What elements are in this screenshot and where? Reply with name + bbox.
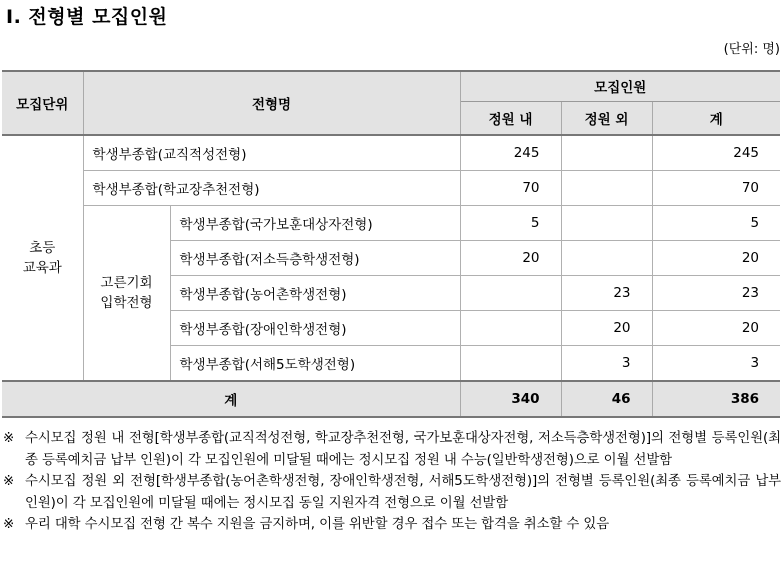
inside-count: 20: [460, 241, 561, 276]
note-item: [3, 514, 781, 536]
note-mark: ※: [3, 431, 15, 446]
total-total: 386: [652, 381, 780, 417]
type-name: 학생부종합(장애인학생전형): [170, 311, 460, 346]
header-unit: 모집단위: [2, 71, 83, 135]
unit-name: 초등 교육과: [22, 240, 62, 276]
outside-count: [561, 135, 652, 171]
inside-count: [460, 276, 561, 311]
inside-count: 5: [460, 206, 561, 241]
group-cell: [83, 206, 170, 382]
note-mark: ※: [3, 474, 15, 489]
notes: [3, 428, 781, 536]
note-text: 우리 대학 수시모집 전형 간 복수 지원을 금지하며, 이를 위반할 경우 접수 또는 합격을 취소할 수 있음: [25, 517, 610, 532]
type-name: 학생부종합(국가보훈대상자전형): [170, 206, 460, 241]
header-total: 계: [652, 101, 780, 135]
note-item: [3, 471, 781, 514]
outside-count: [561, 206, 652, 241]
type-name: 학생부종합(농어촌학생전형): [170, 276, 460, 311]
inside-count: [460, 346, 561, 382]
page-title: Ⅰ. 전형별 모집인원: [6, 6, 168, 28]
inside-count: [460, 311, 561, 346]
header-inside: 정원 내: [460, 101, 561, 135]
note-mark: ※: [3, 517, 15, 532]
total-count: 70: [652, 171, 780, 206]
total-outside: 46: [561, 381, 652, 417]
total-count: 245: [652, 135, 780, 171]
type-name: 학생부종합(저소득층학생전형): [170, 241, 460, 276]
outside-count: [561, 241, 652, 276]
type-name: 학생부종합(서해5도학생전형): [170, 346, 460, 382]
outside-count: 23: [561, 276, 652, 311]
note-item: [3, 428, 781, 471]
total-row: [2, 381, 780, 417]
outside-count: 3: [561, 346, 652, 382]
total-count: 20: [652, 311, 780, 346]
header-outside: 정원 외: [561, 101, 652, 135]
table-row: [2, 171, 780, 206]
note-text: 수시모집 정원 내 전형[학생부종합(교직적성전형, 학교장추천전형, 국가보훈대상자전형, 저소득층학생전형)]의 전형별 등록인원(최종 등록예치금 납부 인원)이 각 모집인원에 미달될 때에는 정시모집 정원 내 수능(일반학생전형)으로 이월 선발함: [25, 431, 781, 468]
inside-count: 70: [460, 171, 561, 206]
total-count: 20: [652, 241, 780, 276]
type-name: 학생부종합(학교장추천전형): [83, 171, 460, 206]
outside-count: [561, 171, 652, 206]
total-inside: 340: [460, 381, 561, 417]
recruitment-table: [2, 70, 780, 418]
type-name: 학생부종합(교직적성전형): [83, 135, 460, 171]
total-label: 계: [2, 381, 460, 417]
header-row: [2, 71, 780, 101]
inside-count: 245: [460, 135, 561, 171]
total-count: 23: [652, 276, 780, 311]
unit-cell: [2, 135, 83, 381]
table-row: [2, 135, 780, 171]
total-count: 5: [652, 206, 780, 241]
unit-note: (단위: 명): [723, 42, 780, 57]
note-text: 수시모집 정원 외 전형[학생부종합(농어촌학생전형, 장애인학생전형, 서해5도학생전형)]의 전형별 등록인원(최종 등록예치금 납부 인원)이 각 모집인원에 미달될 때에는 정시모집 동일 지원자격 전형으로 이월 선발함: [25, 474, 781, 511]
table-row: [2, 206, 780, 241]
total-count: 3: [652, 346, 780, 382]
outside-count: 20: [561, 311, 652, 346]
group-name: 고른기회 입학전형: [100, 275, 153, 311]
header-quota: 모집인원: [460, 71, 780, 101]
header-type-name: 전형명: [83, 71, 460, 135]
